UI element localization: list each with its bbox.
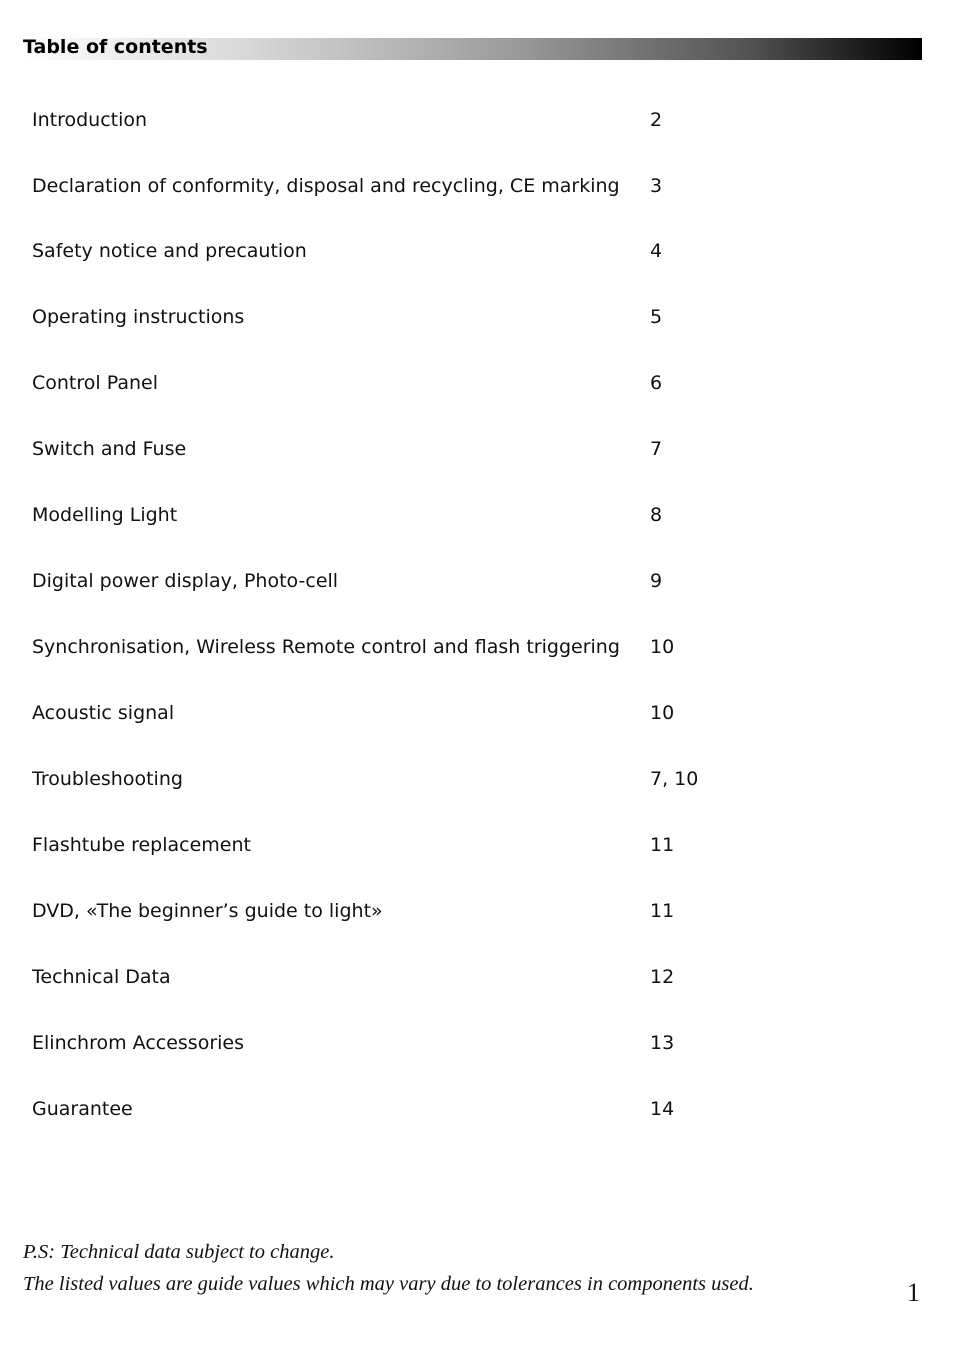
toc-entry[interactable]	[0, 830, 954, 860]
toc-entry-label: Safety notice and precaution	[32, 240, 307, 262]
toc-entry-page: 10	[650, 702, 675, 724]
toc-entry[interactable]	[0, 962, 954, 992]
toc-entry[interactable]	[0, 236, 954, 266]
toc-entry-page: 9	[650, 570, 663, 592]
toc-entry[interactable]	[0, 302, 954, 332]
toc-entry-page: 11	[650, 834, 675, 856]
toc-entry[interactable]	[0, 632, 954, 662]
toc-entry[interactable]	[0, 434, 954, 464]
toc-entry-label: Switch and Fuse	[32, 438, 187, 460]
toc-entry[interactable]	[0, 171, 954, 201]
toc-entry-label: Declaration of conformity, disposal and recycling, CE marking	[32, 175, 620, 197]
toc-entry-page: 7	[650, 438, 663, 460]
toc-entry-label: Synchronisation, Wireless Remote control and flash triggering	[32, 636, 620, 658]
toc-entry[interactable]	[0, 105, 954, 135]
toc-entry-page: 8	[650, 504, 663, 526]
footnote-guide-values: The listed values are guide values which may vary due to tolerances in components used.	[23, 1273, 754, 1295]
toc-entry[interactable]	[0, 764, 954, 794]
toc-entry[interactable]	[0, 368, 954, 398]
page-number: 1	[907, 1278, 920, 1307]
toc-entry-label: Flashtube replacement	[32, 834, 251, 856]
page-title: Table of contents	[23, 36, 208, 58]
toc-entry-page: 2	[650, 109, 663, 131]
toc-entry[interactable]	[0, 896, 954, 926]
toc-entry-page: 4	[650, 240, 663, 262]
toc-entry-page: 10	[650, 636, 675, 658]
toc-entry-page: 6	[650, 372, 663, 394]
toc-entry-label: Operating instructions	[32, 306, 245, 328]
footnote-technical-data: P.S: Technical data subject to change.	[23, 1241, 335, 1263]
toc-entry-page: 7, 10	[650, 768, 699, 790]
toc-entry-page: 13	[650, 1032, 675, 1054]
toc-entry[interactable]	[0, 566, 954, 596]
toc-entry-label: Digital power display, Photo-cell	[32, 570, 339, 592]
toc-entry-page: 14	[650, 1098, 675, 1120]
toc-entry-page: 3	[650, 175, 663, 197]
toc-entry[interactable]	[0, 500, 954, 530]
toc-entry-label: Acoustic signal	[32, 702, 175, 724]
toc-entry-label: Guarantee	[32, 1098, 133, 1120]
toc-entry-label: Troubleshooting	[32, 768, 183, 790]
toc-entry-page: 5	[650, 306, 663, 328]
toc-entry[interactable]	[0, 698, 954, 728]
toc-entry-label: Elinchrom Accessories	[32, 1032, 245, 1054]
toc-entry[interactable]	[0, 1094, 954, 1124]
toc-entry-label: Introduction	[32, 109, 148, 131]
toc-entry-page: 11	[650, 900, 675, 922]
toc-entry-label: Control Panel	[32, 372, 158, 394]
toc-entry-label: Technical Data	[32, 966, 171, 988]
toc-entry-label: Modelling Light	[32, 504, 178, 526]
toc-entry-page: 12	[650, 966, 675, 988]
toc-entry-label: DVD, «The beginner’s guide to light»	[32, 900, 383, 922]
toc-entry[interactable]	[0, 1028, 954, 1058]
